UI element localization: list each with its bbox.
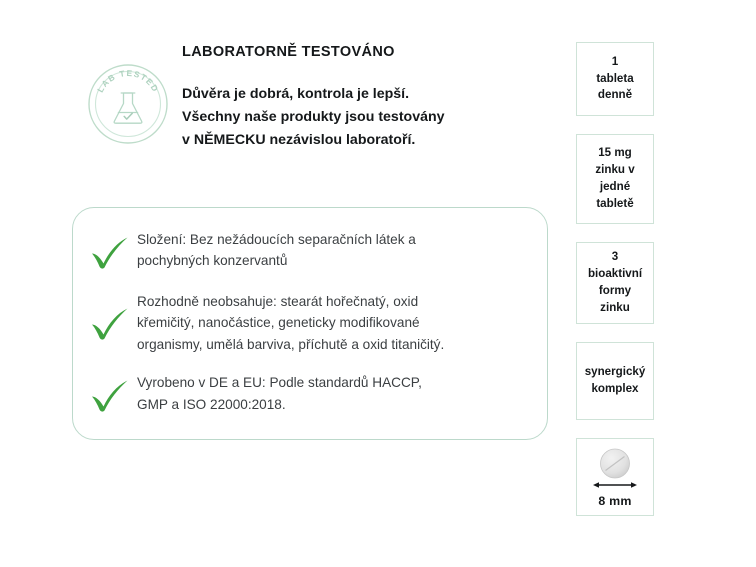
list-item-text bbox=[131, 371, 529, 415]
fact-zinc-amount bbox=[576, 134, 654, 224]
fact-text bbox=[584, 249, 646, 317]
header-line-1: Důvěra je dobrá, kontrola je lepší. bbox=[182, 86, 410, 103]
check-mark-icon bbox=[89, 379, 131, 417]
list-item-text bbox=[131, 228, 529, 272]
fact-line: denně bbox=[597, 88, 633, 102]
fact-line: 1 bbox=[611, 54, 619, 68]
tablet-icon bbox=[583, 447, 647, 493]
check-mark-icon bbox=[89, 307, 131, 345]
fact-line: zinku bbox=[600, 300, 630, 314]
fact-line: bioaktivní bbox=[587, 267, 643, 281]
fact-line: formy bbox=[598, 284, 632, 297]
header-line-3: v NĚMECKU nezávislou laboratoří. bbox=[182, 132, 416, 149]
list-item-text bbox=[131, 290, 529, 355]
list-item-line: pochybných konzervantů bbox=[137, 253, 288, 269]
fact-synergy bbox=[576, 342, 654, 420]
list-item bbox=[89, 228, 529, 274]
list-item-line: Vyrobeno v DE a EU: Podle standardů HACCP, bbox=[137, 375, 422, 391]
fact-text bbox=[591, 145, 638, 213]
list-item bbox=[89, 290, 529, 355]
check-mark-icon bbox=[89, 236, 131, 274]
fact-line: komplex bbox=[591, 382, 639, 395]
fact-line: tabletě bbox=[596, 196, 634, 210]
fact-bioactive-forms bbox=[576, 242, 654, 324]
fact-box-column bbox=[576, 42, 654, 516]
list-item bbox=[89, 371, 529, 417]
lab-tested-seal bbox=[86, 62, 170, 146]
list-item-line: organismy, umělá barviva, příchutě a oxid titaničitý. bbox=[137, 336, 445, 352]
header-line-2: Všechny naše produkty jsou testovány bbox=[182, 109, 445, 126]
checklist bbox=[73, 208, 547, 417]
fact-line: zinku v bbox=[595, 163, 635, 177]
fact-line: 15 mg bbox=[598, 146, 632, 160]
header-paragraph bbox=[182, 83, 542, 152]
fact-text bbox=[581, 364, 650, 398]
fact-line: synergický bbox=[584, 365, 646, 379]
header-block bbox=[182, 44, 542, 152]
checklist-card bbox=[72, 207, 548, 440]
svg-text:LAB TESTED: LAB TESTED bbox=[95, 67, 161, 95]
list-item-line: Složení: Bez nežádoucích separačních látek a bbox=[137, 232, 416, 247]
fact-line: tableta bbox=[596, 71, 634, 85]
list-item-line: křemičitý, nanočástice, geneticky modifikované bbox=[137, 315, 420, 331]
fact-text bbox=[592, 54, 637, 105]
fact-tablet-size bbox=[576, 438, 654, 516]
tablet-size-label: 8 mm bbox=[598, 493, 632, 508]
fact-line: jedné bbox=[599, 180, 631, 193]
tablet-size-graphic bbox=[583, 447, 647, 508]
fact-dose-per-day bbox=[576, 42, 654, 116]
list-item-line: Rozhodně neobsahuje: stearát hořečnatý, oxid bbox=[137, 294, 419, 309]
list-item-line: GMP a ISO 22000:2018. bbox=[137, 396, 286, 412]
page-title: LABORATORNĚ TESTOVÁNO bbox=[182, 44, 395, 60]
fact-line: 3 bbox=[611, 250, 619, 264]
